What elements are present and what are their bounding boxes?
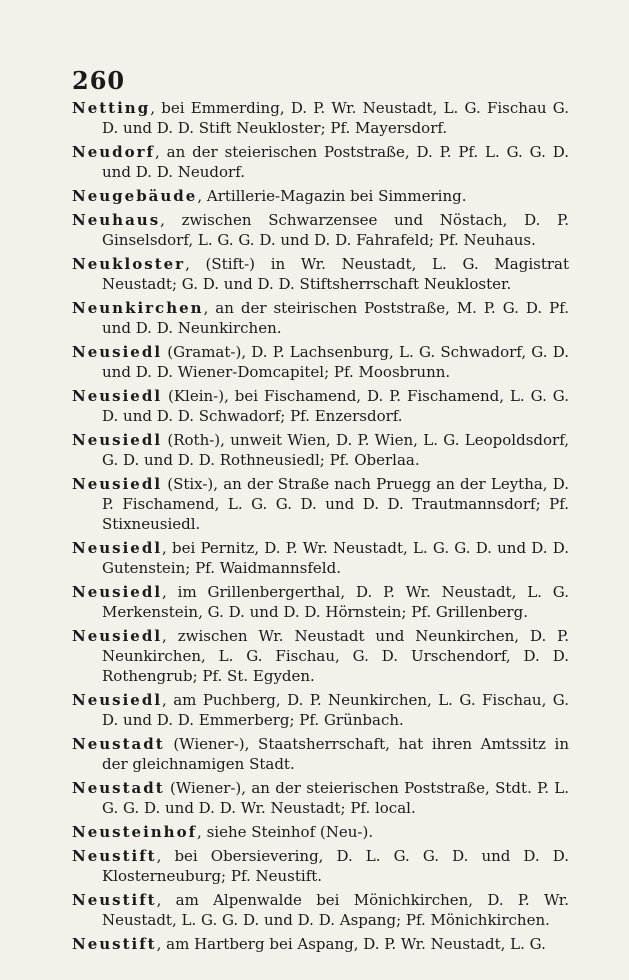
entry-text: , siehe Steinhof (Neu-). [197, 823, 374, 841]
entry-headword: Neustift [72, 847, 157, 865]
entry-text: , bei Pernitz, D. P. Wr. Neustadt, L. G. G. D. und D. D. Gutenstein; Pf. Waidmannsfeld. [102, 539, 569, 577]
entry-text: (Stix-), an der Straße nach Pruegg an der Leytha, D. P. Fischamend, L. G. G. D. und D. D. Trautmannsdorf; Pf. Stixneusiedl. [102, 475, 569, 533]
gazetteer-entry [72, 690, 569, 730]
entry-headword: Neustadt [72, 779, 165, 797]
entry-text: (Wiener-), Staatsherrschaft, hat ihren Amtssitz in der gleichnamigen Stadt. [102, 735, 569, 773]
entry-headword: Neugebäude [72, 187, 198, 205]
gazetteer-entry [72, 934, 569, 954]
gazetteer-entry [72, 430, 569, 470]
entry-headword: Neukloster [72, 255, 186, 273]
gazetteer-entry [72, 386, 569, 426]
gazetteer-entry [72, 734, 569, 774]
entry-headword: Neusiedl [72, 343, 163, 361]
gazetteer-entry [72, 186, 569, 206]
entry-headword: Neuhaus [72, 211, 161, 229]
entry-text: , zwischen Wr. Neustadt und Neunkirchen, D. P. Neunkirchen, L. G. Fischau, G. D. Urschendorf, D. D. Rothengrub; Pf. St. Egyden. [102, 627, 569, 685]
entry-text: , (Stift-) in Wr. Neustadt, L. G. Magistrat Neustadt; G. D. und D. D. Stiftsherrschaft Neukloster. [102, 255, 569, 293]
gazetteer-entry [72, 98, 569, 138]
entry-headword: Neusiedl [72, 691, 163, 709]
entry-headword: Neusiedl [72, 583, 163, 601]
gazetteer-entry [72, 342, 569, 382]
page-number: 260 [72, 66, 126, 95]
entry-text: , am Alpenwalde bei Mönichkirchen, D. P. Wr. Neustadt, L. G. G. D. und D. D. Aspang; Pf. Mönichkirchen. [102, 891, 569, 929]
entry-headword: Neusteinhof [72, 823, 198, 841]
entry-headword: Neunkirchen [72, 299, 204, 317]
gazetteer-entry [72, 474, 569, 534]
entry-text: (Roth-), unweit Wien, D. P. Wien, L. G. Leopoldsdorf, G. D. und D. D. Rothneusiedl; Pf. Oberlaa. [102, 431, 569, 469]
entry-text: , am Hartberg bei Aspang, D. P. Wr. Neustadt, L. G. [156, 935, 546, 953]
gazetteer-entry [72, 822, 569, 842]
entry-headword: Neusiedl [72, 627, 163, 645]
entry-text: , am Puchberg, D. P. Neunkirchen, L. G. Fischau, G. D. und D. D. Emmerberg; Pf. Grünbach. [102, 691, 569, 729]
entry-headword: Neusiedl [72, 431, 163, 449]
gazetteer-entry [72, 890, 569, 930]
gazetteer-entry [72, 778, 569, 818]
entry-headword: Neusiedl [72, 387, 163, 405]
entry-text: , an der steirischen Poststraße, M. P. G. D. Pf. und D. D. Neunkirchen. [102, 299, 569, 337]
entry-headword: Neustift [72, 935, 157, 953]
entry-text: (Wiener-), an der steierischen Poststraße, Stdt. P. L. G. G. D. und D. D. Wr. Neustadt; Pf. local. [102, 779, 569, 817]
gazetteer-entry [72, 142, 569, 182]
entry-text: , bei Obersievering, D. L. G. G. D. und D. D. Klosterneuburg; Pf. Neustift. [102, 847, 569, 885]
entry-text: , an der steierischen Poststraße, D. P. Pf. L. G. G. D. und D. D. Neudorf. [102, 143, 569, 181]
gazetteer-entry [72, 626, 569, 686]
entry-headword: Neudorf [72, 143, 156, 161]
entry-headword: Neustift [72, 891, 157, 909]
entry-text: , zwischen Schwarzensee und Nöstach, D. P. Ginselsdorf, L. G. G. D. und D. D. Fahrafeld; Pf. Neuhaus. [102, 211, 569, 249]
entry-list [72, 98, 569, 954]
entry-headword: Netting [72, 99, 151, 117]
gazetteer-entry [72, 846, 569, 886]
entry-headword: Neustadt [72, 735, 165, 753]
entry-text: , bei Emmerding, D. P. Wr. Neustadt, L. G. Fischau G. D. und D. D. Stift Neukloster; Pf. Mayersdorf. [102, 99, 569, 137]
gazetteer-entry [72, 254, 569, 294]
entry-headword: Neusiedl [72, 475, 163, 493]
entry-text: , im Grillenbergerthal, D. P. Wr. Neustadt, L. G. Merkenstein, G. D. und D. D. Hörnstein; Pf. Grillenberg. [102, 583, 569, 621]
gazetteer-entry [72, 210, 569, 250]
entry-headword: Neusiedl [72, 539, 163, 557]
gazetteer-entry [72, 538, 569, 578]
entry-text: (Klein-), bei Fischamend, D. P. Fischamend, L. G. G. D. und D. D. Schwadorf; Pf. Enzersdorf. [102, 387, 569, 425]
gazetteer-entry [72, 582, 569, 622]
entry-text: , Artillerie-Magazin bei Simmering. [197, 187, 467, 205]
gazetteer-entry [72, 298, 569, 338]
entry-text: (Gramat-), D. P. Lachsenburg, L. G. Schwadorf, G. D. und D. D. Wiener-Domcapitel; Pf. Moosbrunn. [102, 343, 569, 381]
